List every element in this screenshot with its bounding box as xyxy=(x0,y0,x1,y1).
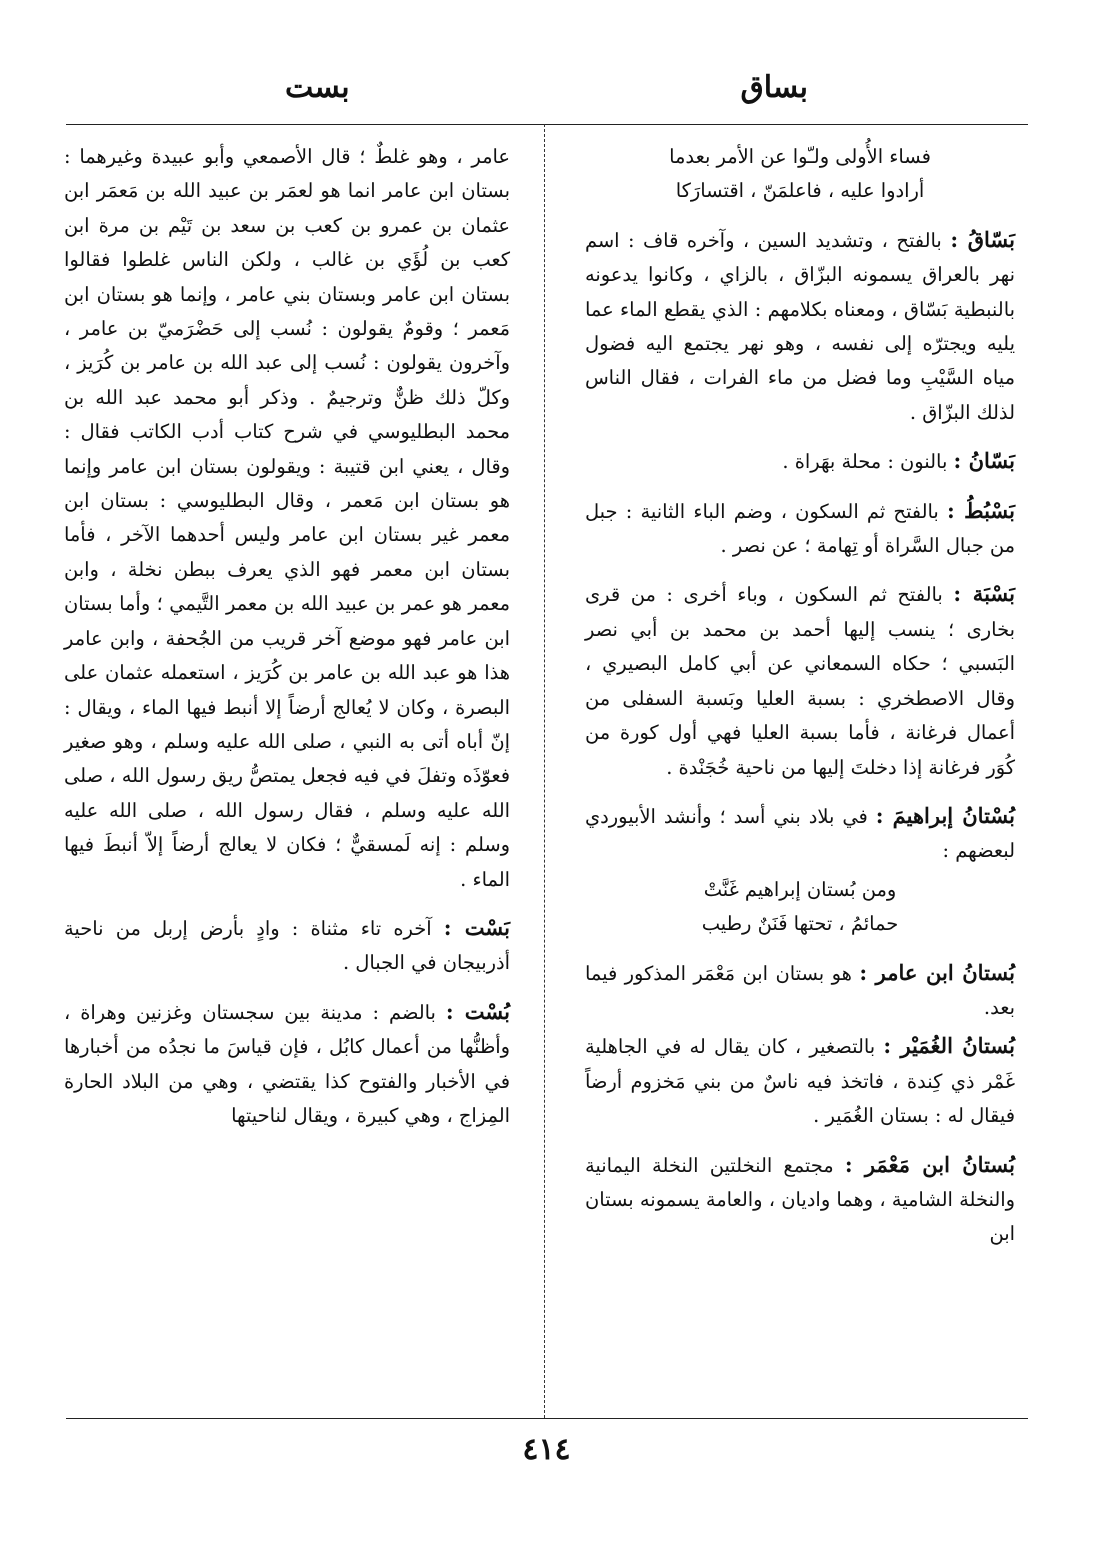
entry-text: بالتصغير ، كان يقال له في الجاهلية غَمْر ذي كِندة ، فاتخذ فيه ناسٌ من بني مَخزوم أرضاً فيقال له : بستان الغُمَير . xyxy=(585,1035,1015,1128)
verse-line: فساء الأُولى ولـّوا عن الأمر بعدما xyxy=(669,145,931,168)
entry-headword: بَسّاقُ : xyxy=(950,226,1015,252)
entry-headword: بَسْبَة : xyxy=(953,581,1015,607)
running-header-right: بساق xyxy=(740,70,808,105)
entry-text: بالفتح ، وتشديد السين ، وآخره قاف : اسم نهر بالعراق يسمونه البزّاق ، بالزاي ، وكانوا يدعونه بالنبطية بَسّاق ، ومعناه بكلامهم : الذي يقطع الماء عما يليه ويجترّه إلى نفسه ، وهو نهر يجتمع اليه فضول مياه السَّيْبِ وما فضل من ماء الفرات ، فقال الناس لذلك البزّاق . xyxy=(585,228,1015,424)
entry-text: بالفتح ثم السكون ، وباء أخرى : من قرى بخارى ؛ ينسب إليها أحمد بن محمد بن أبي نصر البَسبي ؛ حكاه السمعاني عن أبي كامل البصيري ، وقال الاصطخري : بسبة العليا وبَسبة السفلى من أعمال فرغانة ، فأما بسبة العليا فهي أول كورة من كُوَر فرغانة إذا دخلتَ إليها من ناحية خُجَنْدة . xyxy=(585,583,1015,779)
running-header-left: بست xyxy=(285,70,350,105)
dictionary-entry xyxy=(585,494,1015,564)
entry-headword: بُستانُ الغُمَيْر : xyxy=(883,1033,1015,1059)
dictionary-entry xyxy=(64,995,510,1134)
entry-headword: بُسْت : xyxy=(445,998,510,1024)
entry-text: بالفتح ثم السكون ، وضم الباء الثانية : جبل من جبال السَّراة أو تِهامة ؛ عن نصر . xyxy=(585,499,1015,558)
dictionary-entry xyxy=(64,911,510,981)
verse-line: حمائمُ ، تحتها فَنَنٌ رطيب xyxy=(701,912,899,936)
verse-line: ومن بُستان إبراهيم غَنَّتْ xyxy=(703,877,897,901)
entry-headword: بَسْت : xyxy=(443,914,511,940)
page-number: ٤١٤ xyxy=(522,1432,571,1467)
verse-line: أرادوا عليه ، فاعلمَنّ ، اقتسارَكا xyxy=(675,179,925,203)
entry-text: هو بستان ابن مَعْمَر المذكور فيما بعد. xyxy=(585,961,1015,1019)
left-column xyxy=(64,140,510,1147)
bottom-rule xyxy=(66,1418,1028,1419)
entry-headword: بَسّانُ : xyxy=(953,448,1015,474)
entry-text: آخره تاء مثناة : وادٍ بأرض إربل من ناحية أذربيجان في الجبال . xyxy=(64,916,510,975)
entry-headword: بُستانُ ابن مَعْمَر : xyxy=(844,1151,1015,1177)
verse-block xyxy=(585,140,1015,209)
dictionary-entry xyxy=(585,1029,1015,1133)
entry-headword: بُستانُ ابن عامر : xyxy=(859,959,1015,985)
right-column xyxy=(585,140,1015,1266)
column-divider xyxy=(544,124,545,1418)
entry-headword: بُسْتانُ إبراهيمَ : xyxy=(875,802,1015,828)
dictionary-entry xyxy=(585,223,1015,430)
entry-text: بالضم : مدينة بين سجستان وغزنين وهراة ، وأظنُّها من أعمال كابُل ، فإن قياسَ ما نجدُه من أخبارها في الأخبار والفتوح كذا يقتضي ، وهي من البلاد الحارة المِزاج ، وهي كبيرة ، ويقال لناحيتها xyxy=(64,1000,510,1127)
dictionary-entry xyxy=(585,577,1015,784)
entry-text: بالنون : محلة بهَراة . xyxy=(782,450,948,474)
entry-text: في بلاد بني أسد ؛ وأنشد الأبيوردي لبعضهم : xyxy=(585,804,1015,863)
dictionary-entry xyxy=(585,1148,1015,1252)
top-rule xyxy=(66,124,1028,125)
dictionary-entry xyxy=(585,956,1015,1026)
entry-continuation: عامر ، وهو غلطٌ ؛ قال الأصمعي وأبو عبيدة وغيرهما : بستان ابن عامر انما هو لعمَر بن عبيد الله بن مَعمَر ابن عثمان بن عمرو بن كعب بن سعد بن تَيْم بن مرة ابن كعب بن لُؤَي بن غالب ، ولكن الناس غلطوا فقالوا بستان ابن عامر وبستان بني عامر ، وإنما هو بستان ابن مَعمر ؛ وقومٌ يقولون : نُسب إلى حَضْرَميّ بن عامر ، وآخرون يقولون : نُسب إلى عبد الله بن عامر بن كُرَيز ، وكلّ ذلك ظنٌّ وترجيمٌ . وذكر أبو محمد عبد الله بن محمد البطليوسي في شرح كتاب أدب الكاتب فقال : وقال ، يعني ابن قتيبة : ويقولون بستان ابن عامر وإنما هو بستان ابن مَعمر ، وقال البطليوسي : بستان ابن معمر غير بستان ابن عامر وليس أحدهما الآخر ، فأما بستان ابن معمر فهو الذي يعرف ببطن نخلة ، وابن معمر هو عمر بن عبيد الله بن معمر التَّيمي ؛ وأما بستان ابن عامر فهو موضع آخر قريب من الجُحفة ، وابن عامر هذا هو عبد الله بن عامر بن كُرَيز ، استعمله عثمان على البصرة ، وكان لا يُعالج أرضاً إلا أنبط فيها الماء ، ويقال : إنّ أباه أتى به النبي ، صلى الله عليه وسلم ، وهو صغير فعوّذَه وتفلَ في فيه فجعل يمتصُّ ريق رسول الله ، صلى الله عليه وسلم ، فقال رسول الله ، صلى الله عليه وسلم : إنه لَمسقيٌّ ؛ فكان لا يعالج أرضاً إلاّ أنبطَ فيها الماء . xyxy=(64,145,510,891)
entry-text: مجتمع النخلتين النخلة اليمانية والنخلة الشامية ، وهما واديان ، والعامة يسمونه بستان ابن xyxy=(585,1153,1015,1246)
verse-block xyxy=(585,873,1015,942)
dictionary-entry xyxy=(585,799,1015,869)
dictionary-entry xyxy=(585,444,1015,479)
entry-headword: بَسْبُطُ : xyxy=(947,497,1016,523)
